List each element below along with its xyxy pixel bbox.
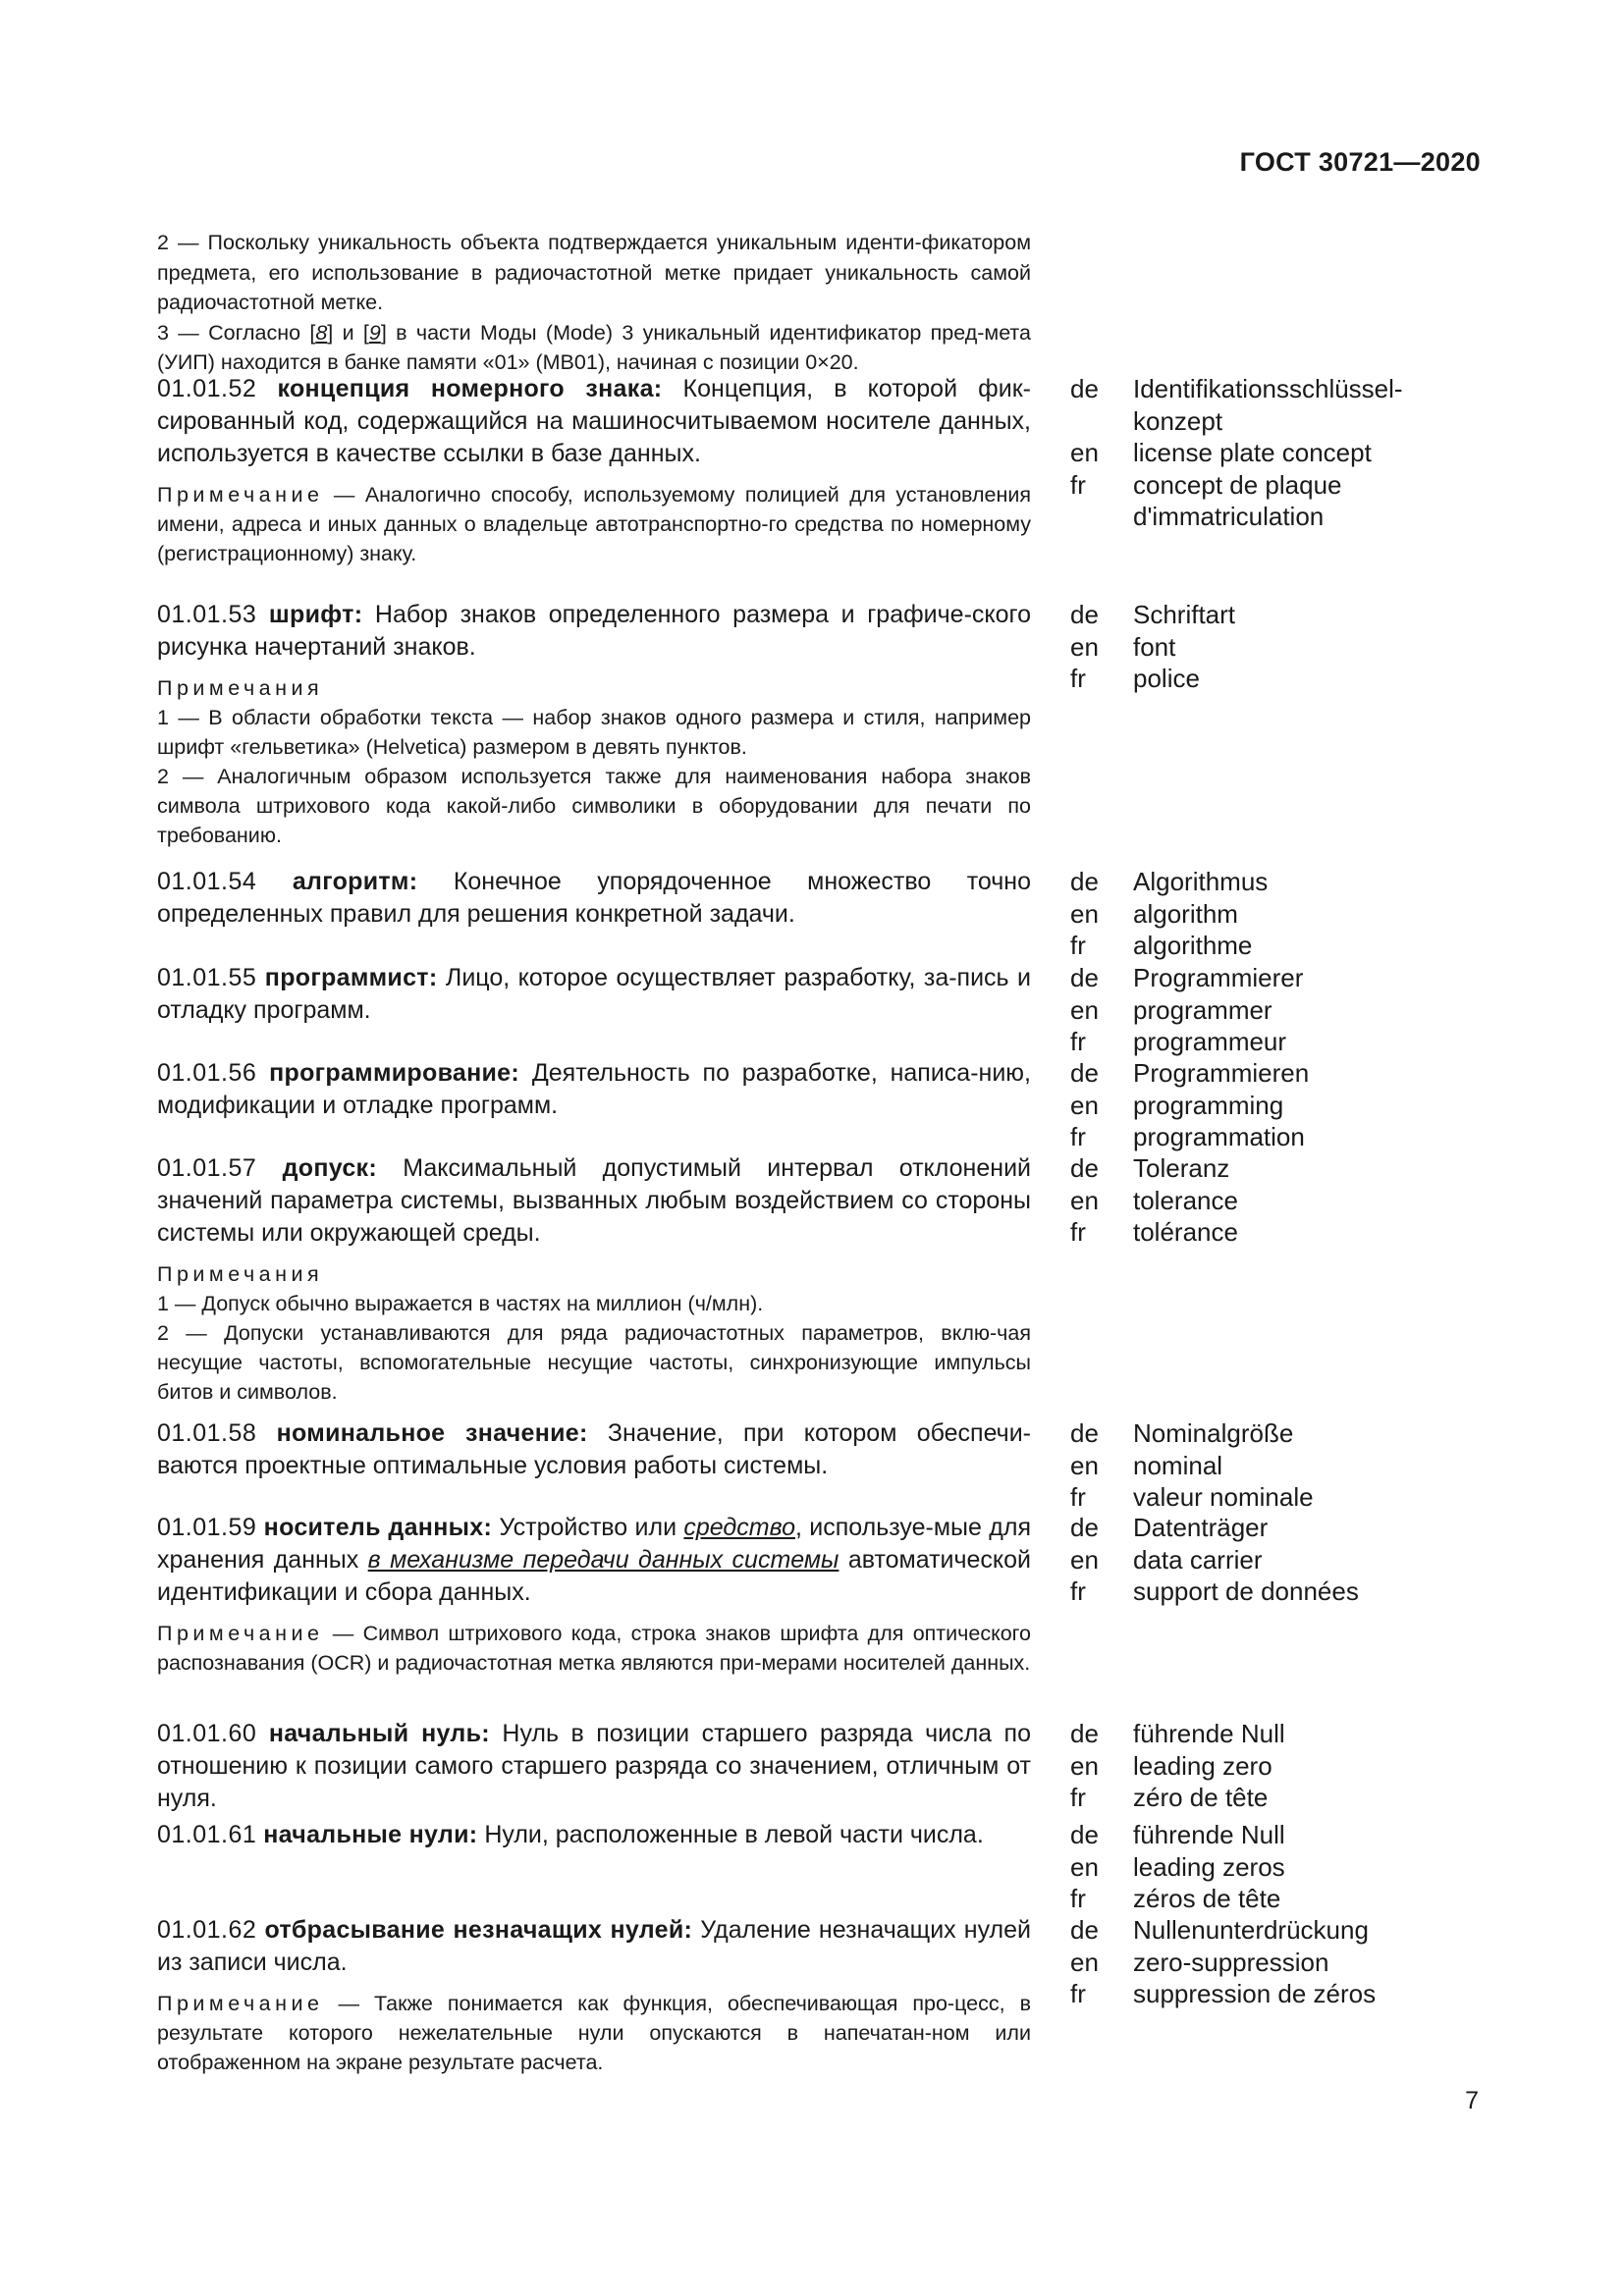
term-definition-block [157, 1152, 1031, 1407]
term-note: Примечание — Символ штрихового кода, строка знаков шрифта для оптического распознавания (OCR) и радиочастотная метка являются при-мерами носителей данных. [157, 1622, 1032, 1675]
term-definition-block [157, 599, 1031, 850]
term-definition-block [157, 866, 1031, 931]
lang-code: en [1070, 994, 1099, 1025]
translation-row [1070, 1782, 1483, 1814]
note-label: Примечание [157, 1992, 324, 2015]
reference-link[interactable]: 9 [368, 320, 381, 345]
translation-term: valeur nominale [1133, 1482, 1314, 1512]
term-translations [1070, 1819, 1483, 1915]
note-text: 2 — Аналогичным образом используется также для наименования набора знаков символа штрихового кода какой-либо символики в оборудовании для печати по требованию. [157, 765, 1031, 847]
term-definition-block [157, 1914, 1031, 2077]
lang-code: de [1070, 1058, 1099, 1088]
term-name: программист: [264, 964, 438, 991]
note-label: Примечания [157, 676, 324, 700]
lang-code: de [1070, 867, 1099, 896]
translation-row [1070, 1026, 1483, 1058]
lang-code: fr [1070, 664, 1086, 693]
lang-code: de [1070, 600, 1099, 629]
translation-row [1070, 469, 1483, 502]
translation-term: zero-suppression [1133, 1947, 1329, 1977]
lang-code: fr [1070, 931, 1086, 960]
translation-term: programmer [1133, 994, 1272, 1025]
lang-code: en [1070, 438, 1099, 467]
note-text: Аналогично способу, используемому полицией для установления имени, адреса и иных данных о владельце автотранспортно-го средства по номерному (регистрационному) знаку. [157, 483, 1031, 565]
lang-code: en [1070, 1947, 1099, 1977]
translation-term: führende Null [1133, 1719, 1285, 1748]
term-name: допуск: [282, 1154, 377, 1182]
translation-row [1070, 1417, 1483, 1450]
term-name: номинальное значение: [276, 1419, 588, 1447]
term-definition: Нули, расположенные в левой части числа. [477, 1821, 984, 1848]
translation-row [1070, 1152, 1483, 1185]
term-name: шрифт: [268, 601, 363, 628]
translation-term: police [1133, 664, 1200, 693]
term-definition-block [157, 373, 1031, 568]
translation-row [1070, 1851, 1483, 1884]
term-note: Примечание — Также понимается как функция, обеспечивающая про-цесс, в результате которого нежелательные нули опускаются в напечатан-ном или отображенном на экране результате расчета. [157, 1992, 1031, 2074]
translation-term: programmation [1133, 1122, 1305, 1151]
translation-term: Toleranz [1133, 1153, 1230, 1183]
lang-code: fr [1070, 1027, 1086, 1056]
term-definition: Деятельность по разработке, написа-нию, модификации и отладке программ. [157, 1059, 1031, 1119]
document-header: ГОСТ 30721—2020 [1239, 147, 1481, 177]
translation-row [1070, 405, 1483, 438]
translation-term: leading zero [1133, 1750, 1272, 1781]
translation-term: Datenträger [1133, 1513, 1269, 1542]
reference-link[interactable]: 8 [315, 320, 328, 345]
translation-row [1070, 1121, 1483, 1153]
translation-term: concept de plaque [1133, 469, 1342, 500]
translation-term: zéros de tête [1133, 1884, 1281, 1913]
term-name: носитель данных: [263, 1514, 493, 1541]
lang-code: de [1070, 374, 1099, 403]
term-definition: Лицо, которое осуществляет разработку, за-пись и отладку программ. [157, 964, 1031, 1024]
translation-term: führende Null [1133, 1820, 1285, 1849]
translation-term: tolérance [1133, 1217, 1238, 1247]
note-label: Примечание [157, 1622, 324, 1645]
translation-row [1070, 1883, 1483, 1915]
note-label: Примечания [157, 1262, 324, 1286]
term-name: алгоритм: [292, 868, 418, 895]
term-code: 01.01.53 [157, 601, 257, 628]
term-definition: Максимальный допустимый интервал отклонений значений параметра системы, вызванных любым воздействием со стороны системы или окружающей среды. [157, 1154, 1031, 1247]
term-definition: Конечное упорядоченное множество точно определенных правил для решения конкретной задачи. [157, 868, 1031, 928]
lang-code: de [1070, 963, 1099, 992]
lang-code: de [1070, 1513, 1099, 1542]
intro-note-3: 3 — Согласно [8] и [9] в части Моды (Mode) 3 уникальный идентификатор пред-мета (УИП) находится в банке памяти «01» (МВ01), начиная с позиции 0×20. [157, 320, 1031, 374]
translation-row [1070, 1544, 1483, 1576]
term-name: начальные нули: [263, 1821, 478, 1848]
term-definition-block [157, 1417, 1031, 1482]
lang-code: fr [1070, 1783, 1086, 1812]
term-code: 01.01.54 [157, 868, 257, 895]
term-translations [1070, 1914, 1483, 2010]
lang-code: fr [1070, 1884, 1086, 1913]
translation-term: tolerance [1133, 1185, 1238, 1215]
lang-code: en [1070, 1185, 1099, 1215]
translation-row [1070, 1718, 1483, 1750]
lang-code: fr [1070, 1482, 1086, 1512]
lang-code: fr [1070, 1217, 1086, 1247]
term-name: концепция номерного знака: [277, 375, 663, 402]
lang-code: de [1070, 1719, 1099, 1748]
lang-code: de [1070, 1820, 1099, 1849]
term-name: отбрасывание незначащих нулей: [264, 1916, 693, 1944]
translation-row [1070, 994, 1483, 1027]
translation-term: Nullenunterdrückung [1133, 1915, 1369, 1945]
lang-code: de [1070, 1153, 1099, 1183]
lang-code: fr [1070, 1122, 1086, 1151]
lang-code: en [1070, 1750, 1099, 1781]
emphasized-text: в механизме передачи данных системы [367, 1546, 839, 1574]
term-definition: Набор знаков определенного размера и графиче-ского рисунка начертаний знаков. [157, 601, 1031, 661]
translation-term: Programmieren [1133, 1058, 1310, 1088]
note-text: 1 — В области обработки текста — набор знаков одного размера и стиля, например шрифт «гельветика» (Helvetica) размером в девять пунктов. [157, 706, 1031, 759]
translation-term: data carrier [1133, 1544, 1263, 1575]
term-translations [1070, 866, 1483, 962]
translation-term: license plate concept [1133, 438, 1372, 467]
term-code: 01.01.56 [157, 1059, 257, 1087]
lang-code: de [1070, 1418, 1099, 1448]
translation-term: Algorithmus [1133, 867, 1269, 896]
translation-term: nominal [1133, 1450, 1223, 1480]
term-translations [1070, 599, 1483, 695]
translation-row [1070, 1512, 1483, 1544]
translation-term: suppression de zéros [1133, 1979, 1377, 2008]
lang-code: fr [1070, 1979, 1086, 2008]
term-code: 01.01.62 [157, 1916, 257, 1944]
emphasized-text: средство [683, 1514, 795, 1541]
lang-code: en [1070, 898, 1099, 929]
note-text: 1 — Допуск обычно выражается в частях на миллион (ч/млн). [157, 1292, 764, 1315]
note-label: Примечание [157, 483, 324, 507]
translation-term: Schriftart [1133, 600, 1236, 629]
translation-row [1070, 1216, 1483, 1249]
translation-term: Nominalgröße [1133, 1418, 1294, 1448]
translation-row [1070, 1947, 1483, 1979]
term-definition-block [157, 1819, 1031, 1851]
lang-code: en [1070, 631, 1099, 662]
term-code: 01.01.60 [157, 1720, 257, 1747]
translation-term: algorithme [1133, 931, 1253, 960]
page-number: 7 [1465, 2087, 1479, 2114]
lang-code: de [1070, 1915, 1099, 1945]
translation-term: font [1133, 631, 1176, 662]
term-note: Примечание — Аналогично способу, используемому полицией для установления имени, адреса и иных данных о владельце автотранспортно-го средства по номерному (регистрационному) знаку. [157, 483, 1031, 565]
term-definition: Концепция, в которой фик-сированный код, содержащийся на машиносчитываемом носителе данных, используется в качестве ссылки в базе данных. [157, 375, 1031, 467]
lang-code: en [1070, 1544, 1099, 1575]
term-code: 01.01.59 [157, 1514, 257, 1541]
term-translations [1070, 1417, 1483, 1514]
term-translations [1070, 1512, 1483, 1608]
lang-code [1070, 405, 1133, 438]
term-translations [1070, 1718, 1483, 1814]
translation-term: leading zeros [1133, 1851, 1285, 1882]
translation-row [1070, 437, 1483, 469]
translation-term: konzept [1133, 405, 1223, 436]
term-definition: Удаление незначащих нулей из записи числа. [157, 1916, 1031, 1976]
term-translations [1070, 962, 1483, 1058]
translation-row [1070, 1819, 1483, 1851]
translation-term: programmeur [1133, 1027, 1287, 1056]
term-name: программирование: [269, 1059, 520, 1087]
term-code: 01.01.55 [157, 964, 257, 991]
lang-code [1070, 501, 1133, 533]
translation-row [1070, 1914, 1483, 1947]
translation-term: zéro de tête [1133, 1783, 1269, 1812]
lang-code: en [1070, 1450, 1099, 1480]
translation-row [1070, 599, 1483, 631]
note-text: Символ штрихового кода, строка знаков шрифта для оптического распознавания (OCR) и радиочастотная метка являются при-мерами носителей данных. [157, 1622, 1032, 1675]
translation-row [1070, 1575, 1483, 1608]
note-text: 2 — Допуски устанавливаются для ряда радиочастотных параметров, вклю-чая несущие частоты, вспомогательные несущие частоты, синхронизующие импульсы битов и символов. [157, 1321, 1031, 1404]
translation-row [1070, 1090, 1483, 1122]
translation-row [1070, 1750, 1483, 1783]
translation-row [1070, 930, 1483, 962]
lang-code: en [1070, 1090, 1099, 1120]
term-code: 01.01.61 [157, 1821, 257, 1848]
translation-row [1070, 1481, 1483, 1514]
translation-row [1070, 501, 1483, 533]
term-translations [1070, 373, 1483, 533]
translation-row [1070, 1450, 1483, 1482]
note-text: Также понимается как функция, обеспечивающая про-цесс, в результате которого нежелательные нули опускаются в напечатан-ном или отображенном на экране результате расчета. [157, 1992, 1031, 2074]
term-definition-block: 01.01.59 носитель данных: Устройство или средство, используе-мые для хранения данных в механизме передачи данных системы автоматической идентификации и сбора данных. Примечание — Символ штрихового кода, строка знаков шрифта для оптического распознавания (OCR) и радиочастотная метка являются при-мерами носителей данных. [157, 1512, 1031, 1678]
translation-row [1070, 898, 1483, 931]
translation-term: support de données [1133, 1576, 1359, 1606]
translation-term: d'immatriculation [1133, 502, 1325, 531]
term-definition-block [157, 1057, 1031, 1122]
term-definition-block [157, 1718, 1031, 1815]
intro-note-2: 2 — Поскольку уникальность объекта подтверждается уникальным иденти-фикатором предмета, его использование в радиочастотной метке придает уникальность самой радиочастотной метке. [157, 231, 1031, 314]
translation-row [1070, 663, 1483, 695]
term-definition: Нуль в позиции старшего разряда числа по отношению к позиции самого старшего разряда со значением, отличным от нуля. [157, 1720, 1031, 1812]
term-code: 01.01.52 [157, 375, 257, 402]
lang-code: fr [1070, 469, 1086, 500]
term-code: 01.01.57 [157, 1154, 257, 1182]
translation-term: Programmierer [1133, 963, 1304, 992]
translation-term: Identifikationsschlüssel- [1133, 374, 1403, 403]
translation-term: algorithm [1133, 898, 1238, 929]
translation-row [1070, 962, 1483, 994]
lang-code: en [1070, 1851, 1099, 1882]
translation-row [1070, 1978, 1483, 2010]
term-note [157, 673, 1031, 850]
lang-code: fr [1070, 1576, 1086, 1606]
term-translations [1070, 1152, 1483, 1249]
translation-row [1070, 866, 1483, 898]
term-code: 01.01.58 [157, 1419, 257, 1447]
term-name: начальный нуль: [268, 1720, 490, 1747]
translation-row [1070, 373, 1483, 405]
intro-notes [157, 228, 1031, 378]
translation-row [1070, 1057, 1483, 1090]
term-definition: Значение, при котором обеспечи-ваются проектные оптимальные условия работы системы. [157, 1419, 1031, 1479]
translation-row [1070, 631, 1483, 664]
term-note [157, 1259, 1031, 1407]
translation-row [1070, 1185, 1483, 1217]
translation-term: programming [1133, 1090, 1284, 1120]
term-definition-block [157, 962, 1031, 1027]
term-translations [1070, 1057, 1483, 1153]
